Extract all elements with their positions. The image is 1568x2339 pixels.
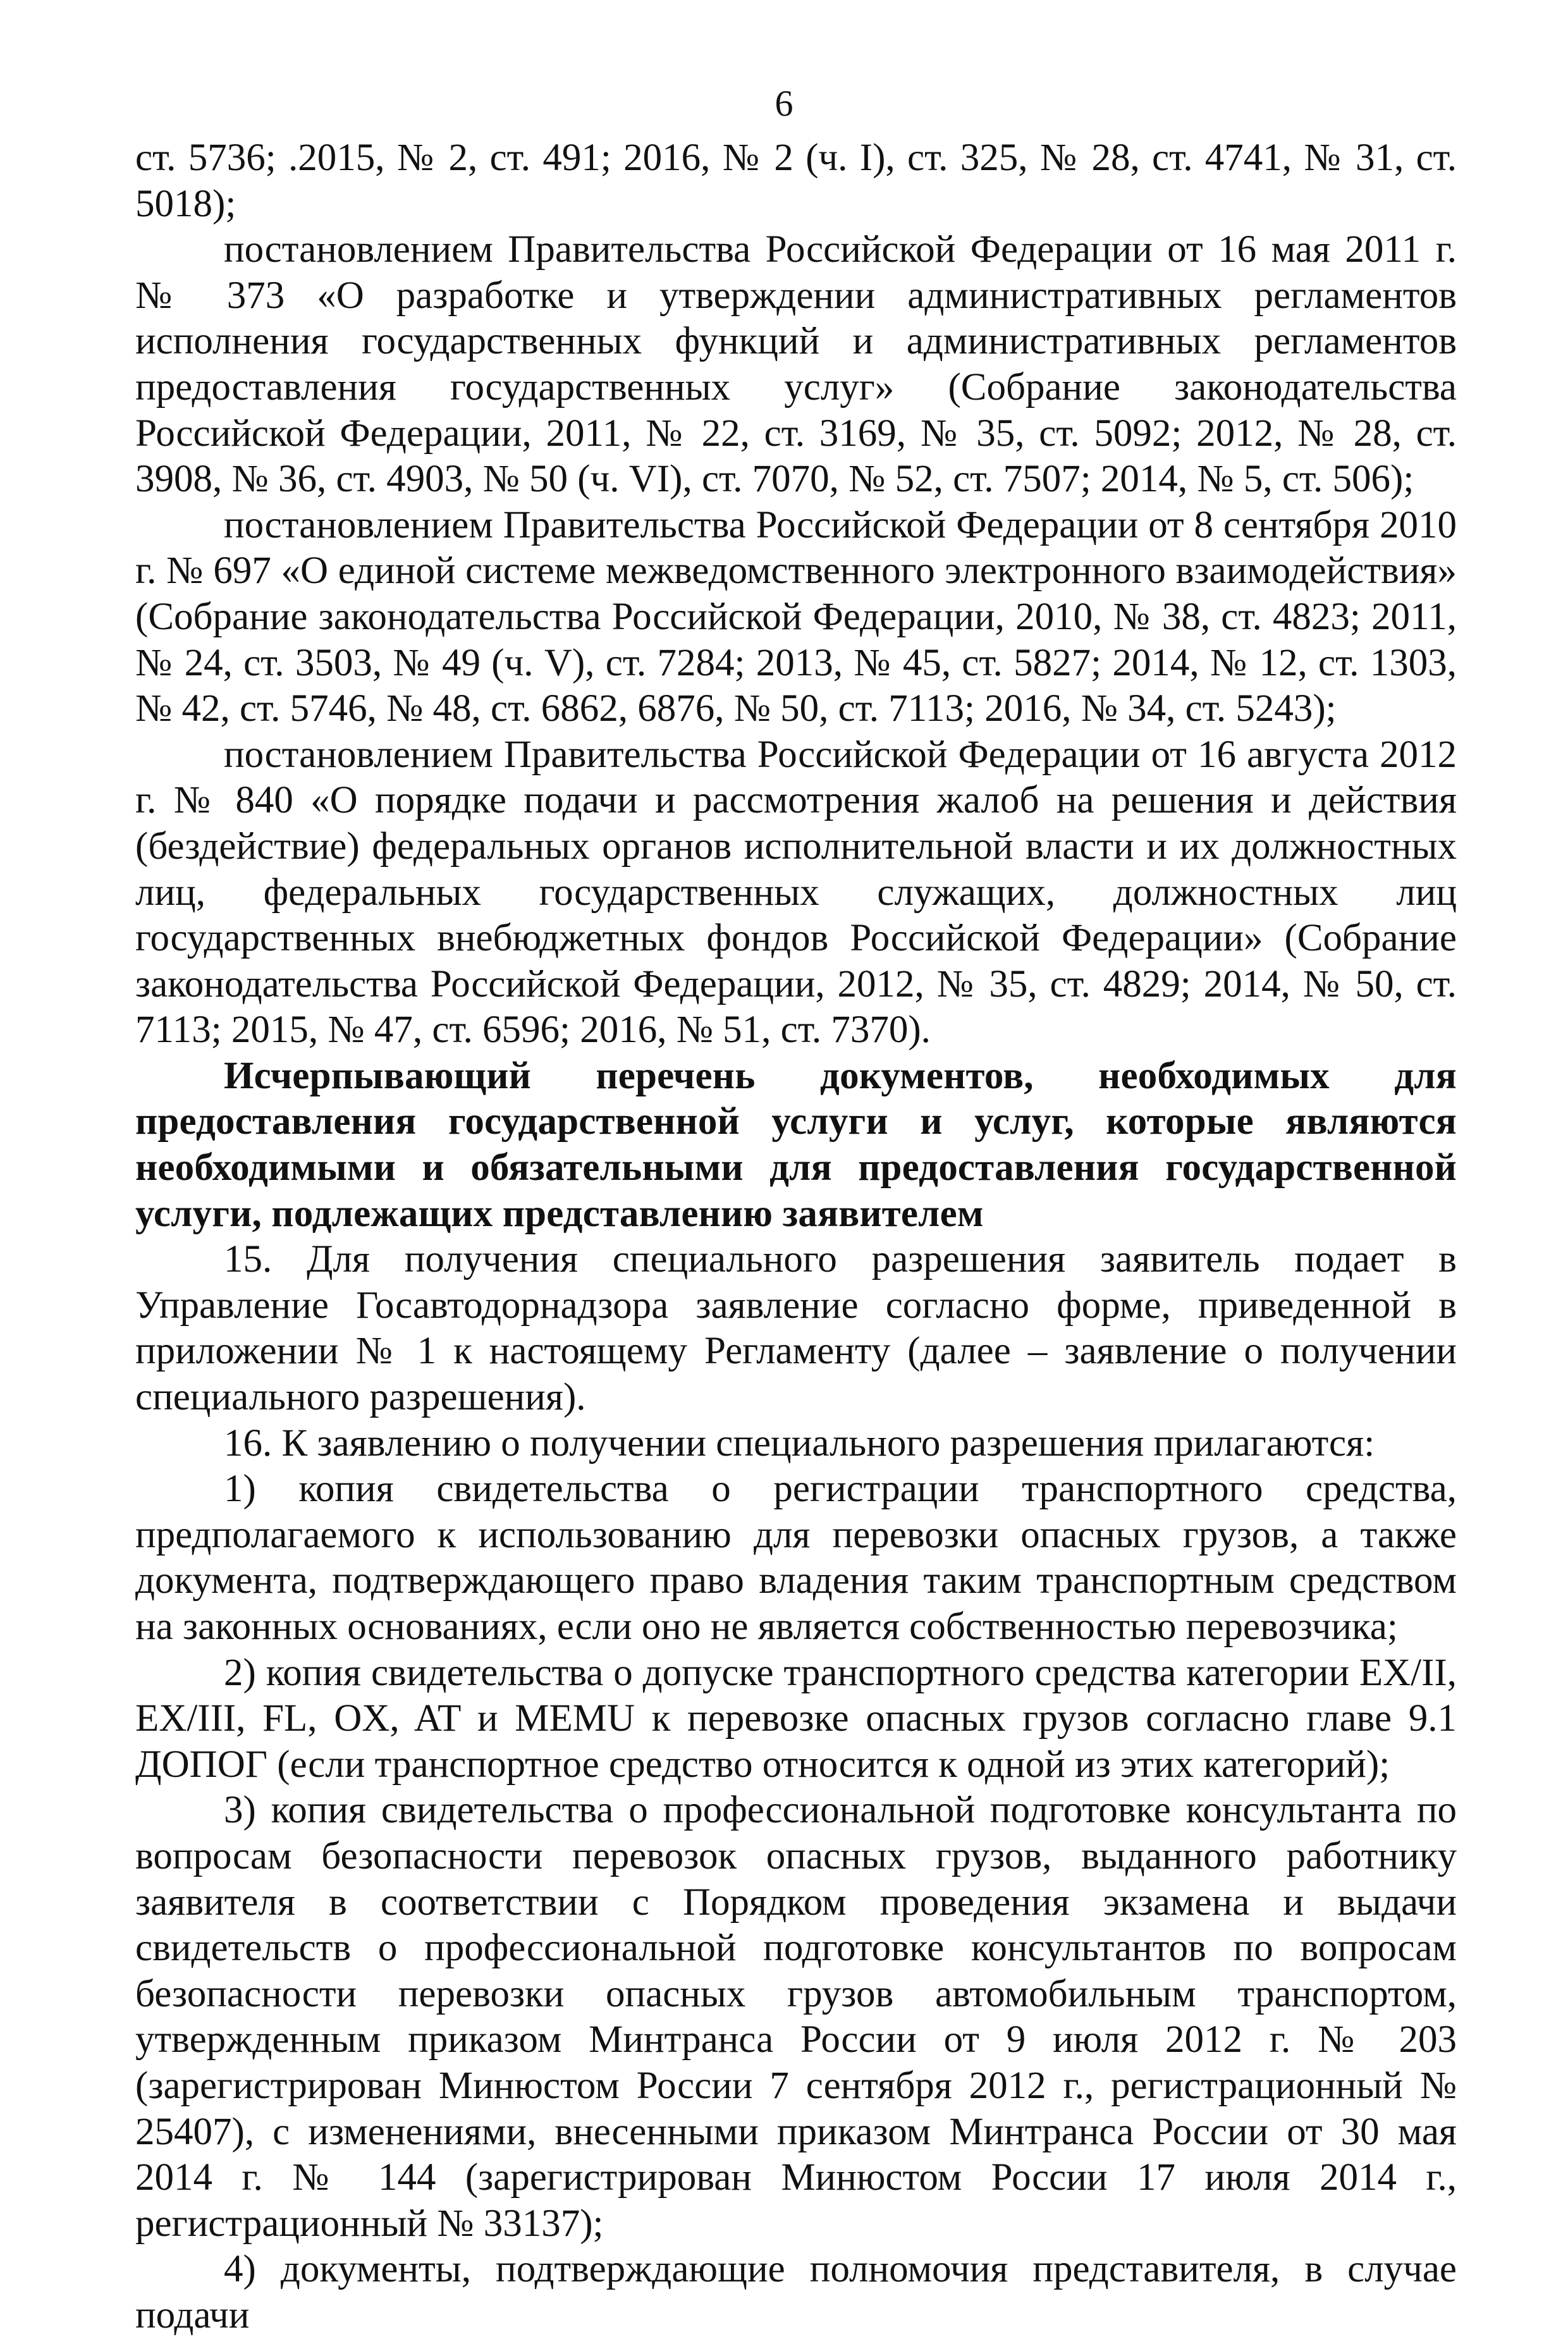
paragraph-resolution-373: постановлением Правительства Российской Федерации от 16 мая 2011 г. № 373 «О разработке и утверждении административных регламентов исполнения государственных функций и административных регламентов предоставления государственных услуг» (Собрание законодательства Российской Федерации, 2011, № 22, ст. 3169, № 35, ст. 5092; 2012, № 28, ст. 3908, № 36, ст. 4903, № 50 (ч. VI), ст. 7070, № 52, ст. 7507; 2014, № 5, ст. 506);: [135, 228, 1457, 501]
paragraph-15: 15. Для получения специального разрешения заявитель подает в Управление Госавтодорнадзора заявление согласно форме, приведенной в приложении № 1 к настоящему Регламенту (далее – заявление о получении специального разрешения).: [135, 1238, 1457, 1419]
list-item-4: 4) документы, подтверждающие полномочия представителя, в случае подачи: [135, 2248, 1457, 2336]
paragraph-resolution-840: постановлением Правительства Российской Федерации от 16 августа 2012 г. № 840 «О порядке подачи и рассмотрения жалоб на решения и действия (бездействие) федеральных органов исполнительной власти и их должностных лиц, федеральных государственных служащих, должностных лиц государственных внебюджетных фондов Российской Федерации» (Собрание законодательства Российской Федерации, 2012, № 35, ст. 4829; 2014, № 50, ст. 7113; 2015, № 47, ст. 6596; 2016, № 51, ст. 7370).: [135, 733, 1457, 1052]
paragraph-continuation: ст. 5736; .2015, № 2, ст. 491; 2016, № 2 (ч. I), ст. 325, № 28, ст. 4741, № 31, ст. 5018);: [135, 137, 1457, 225]
paragraph-16: 16. К заявлению о получении специального разрешения прилагаются:: [224, 1421, 1375, 1464]
section-heading: Исчерпывающий перечень документов, необходимых для предоставления государственной услуги и услуг, которые являются необходимыми и обязательными для предоставления государственной услуги, подлежащих представлению заявителем: [135, 1054, 1457, 1235]
list-item-3: 3) копия свидетельства о профессиональной подготовке консультанта по вопросам безопасности перевозок опасных грузов, выданного работнику заявителя в соответствии с Порядком проведения экзамена и выдачи свидетельств о профессиональной подготовке консультантов по вопросам безопасности перевозки опасных грузов автомобильным транспортом, утвержденным приказом Минтранса России от 9 июля 2012 г. № 203 (зарегистрирован Минюстом России 7 сентября 2012 г., регистрационный № 25407), с изменениями, внесенными приказом Минтранса России от 30 мая 2014 г. № 144 (зарегистрирован Минюстом России 17 июля 2014 г., регистрационный № 33137);: [135, 1789, 1457, 2245]
list-item-1: 1) копия свидетельства о регистрации транспортного средства, предполагаемого к использованию для перевозки опасных грузов, а также документа, подтверждающего право владения таким транспортным средством на законных основаниях, если оно не является собственностью перевозчика;: [135, 1468, 1457, 1648]
document-body: [135, 135, 1457, 2339]
paragraph-resolution-697: постановлением Правительства Российской Федерации от 8 сентября 2010 г. № 697 «О единой системе межведомственного электронного взаимодействия» (Собрание законодательства Российской Федерации, 2010, № 38, ст. 4823; 2011, № 24, ст. 3503, № 49 (ч. V), ст. 7284; 2013, № 45, ст. 5827; 2014, № 12, ст. 1303, № 42, ст. 5746, № 48, ст. 6862, 6876, № 50, ст. 7113; 2016, № 34, ст. 5243);: [135, 503, 1457, 730]
list-item-2: 2) копия свидетельства о допуске транспортного средства категории EX/II, EX/III, FL, OX, AT и MEMU к перевозке опасных грузов согласно главе 9.1 ДОПОГ (если транспортное средство относится к одной из этих категорий);: [135, 1651, 1457, 1786]
page-number: 6: [775, 83, 793, 124]
